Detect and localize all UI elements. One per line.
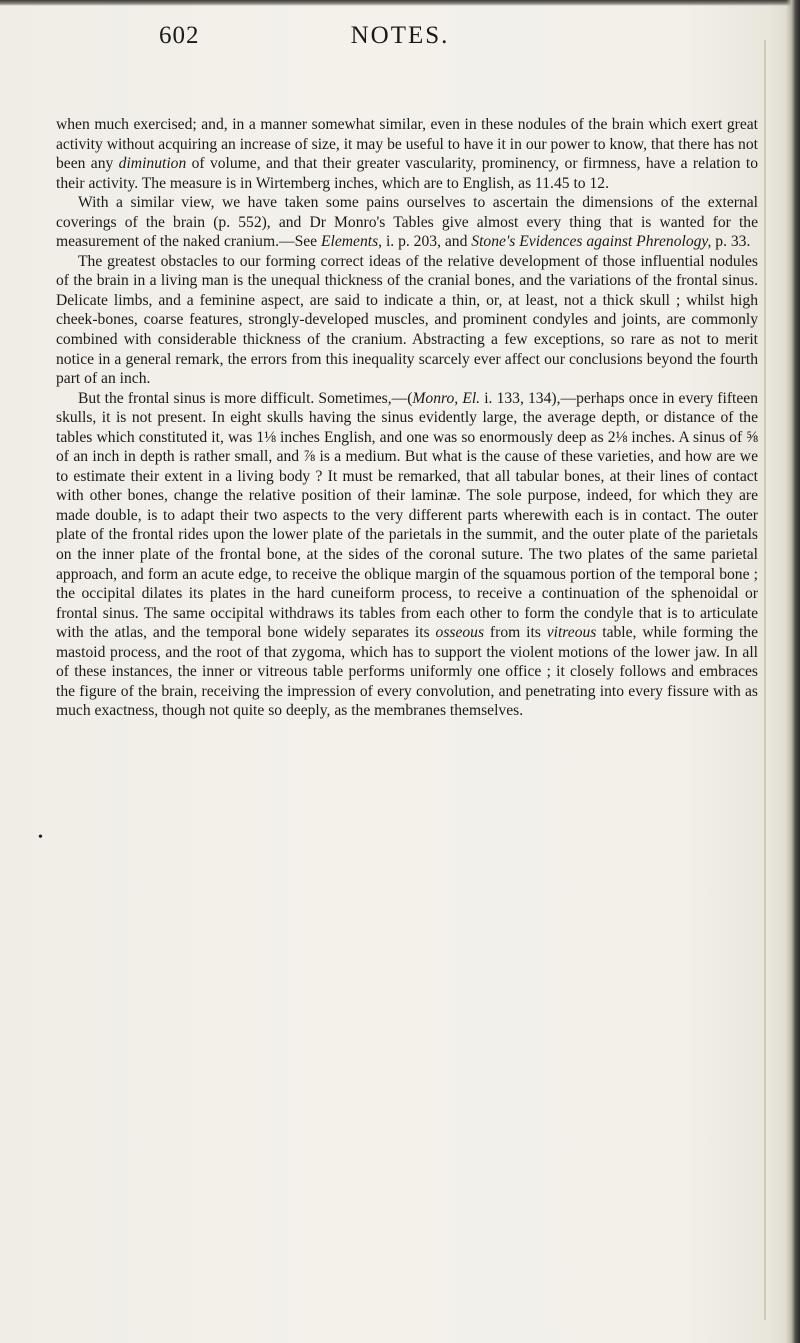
p1-text-2: of volume, and that their greater vascularity, prominency, or firmness, have a relation to their activity. The measure is in Wirtemberg inches, which are to English, as 11.45 to 12.	[56, 155, 758, 192]
p2-italic-1: Elements,	[321, 233, 383, 251]
page-right-edge	[786, 0, 800, 1343]
page-fold-line	[764, 40, 766, 1320]
p4-text-1: But the frontal sinus is more difficult. Sometimes,—(	[78, 389, 413, 407]
p2-text-3: p. 33.	[711, 233, 751, 251]
p1-italic-1: diminution	[118, 155, 187, 173]
p2-text-1: With a similar view, we have taken some pains ourselves to ascertain the dimensions of the external coverings of the brain (p. 552), and Dr Monro's Tables give almost every thing that is wanted for the measurement of the naked cranium.—See	[56, 194, 758, 251]
paragraph-4	[56, 389, 758, 721]
p4-italic-1: Monro, El.	[412, 389, 481, 407]
page-top-edge	[0, 0, 800, 6]
body-text	[56, 115, 758, 721]
p4-text-4: table, while forming the mastoid process, and the root of that zygoma, which has to support the violent motions of the lower jaw. In all of these instances, the inner or vitreous table performs uniformly one office ; it closely follows and embraces the figure of the brain, receiving the impression of every convolution, and penetrating into every fissure with as much exactness, though not quite so deeply, as the membranes themselves.	[56, 624, 758, 720]
p4-text-3: from its	[484, 624, 547, 642]
p2-text-2: i. p. 203, and	[382, 233, 472, 251]
paragraph-3	[56, 252, 758, 389]
page-number: 602	[159, 22, 200, 49]
p2-italic-2: Stone's Evidences against Phrenology,	[471, 233, 712, 251]
p4-italic-2: osseous	[435, 624, 485, 642]
paragraph-2	[56, 193, 758, 252]
paragraph-1	[56, 115, 758, 193]
running-head: NOTES.	[350, 22, 450, 49]
p4-italic-3: vitreous	[546, 624, 597, 642]
margin-mark: •	[38, 830, 43, 845]
p3-text-1: The greatest obstacles to our forming correct ideas of the relative development of those influential nodules of the brain in a living man is the unequal thickness of the cranial bones, and the variations of the frontal sinus. Delicate limbs, and a feminine aspect, are said to indicate a thin, or, at least, not a thick skull ; whilst high cheek-bones, coarse features, strongly-developed muscles, and prominent condyles and joints, are commonly combined with considerable thickness of the cranium. Abstracting a few exceptions, so rare as not to merit notice in a general remark, the errors from this inequality scarcely ever affect our conclusions beyond the fourth part of an inch.	[56, 252, 758, 388]
p1-text-1: when much exercised; and, in a manner somewhat similar, even in these nodules of the brain which exert great activity without acquiring an increase of size, it may be useful to have it in our power to know, that there has not been any	[56, 116, 758, 173]
page-header	[0, 22, 800, 62]
p4-text-2: i. 133, 134),—perhaps once in every fifteen skulls, it is not present. In eight skulls having the sinus evidently large, the average depth, or distance of the tables which constituted it, was 1⅛ inches English, and one was so enormously deep as 2⅛ inches. A sinus of ⅝ of an inch in depth is rather small, and ⅞ is a medium. But what is the cause of these varieties, and how are we to estimate their extent in a living body ? It must be remarked, that all tabular bones, at their lines of contact with other bones, change the relative position of their laminæ. The sole purpose, indeed, for which they are made double, is to adapt their two aspects to the very different parts wherewith each is in contact. The outer plate of the frontal rides upon the lower plate of the parietals in the summit, and the outer plate of the parietals on the inner plate of the frontal bone, at the sides of the coronal suture. The two plates of the same parietal approach, and form an acute edge, to receive the oblique margin of the squamous portion of the temporal bone ; the occipital dilates its plates in the hard cuneiform process, to receive a continuation of the sphenoidal or frontal sinus. The same occipital withdraws its tables from each other to form the condyle that is to articulate with the atlas, and the temporal bone widely separates its	[56, 389, 758, 642]
